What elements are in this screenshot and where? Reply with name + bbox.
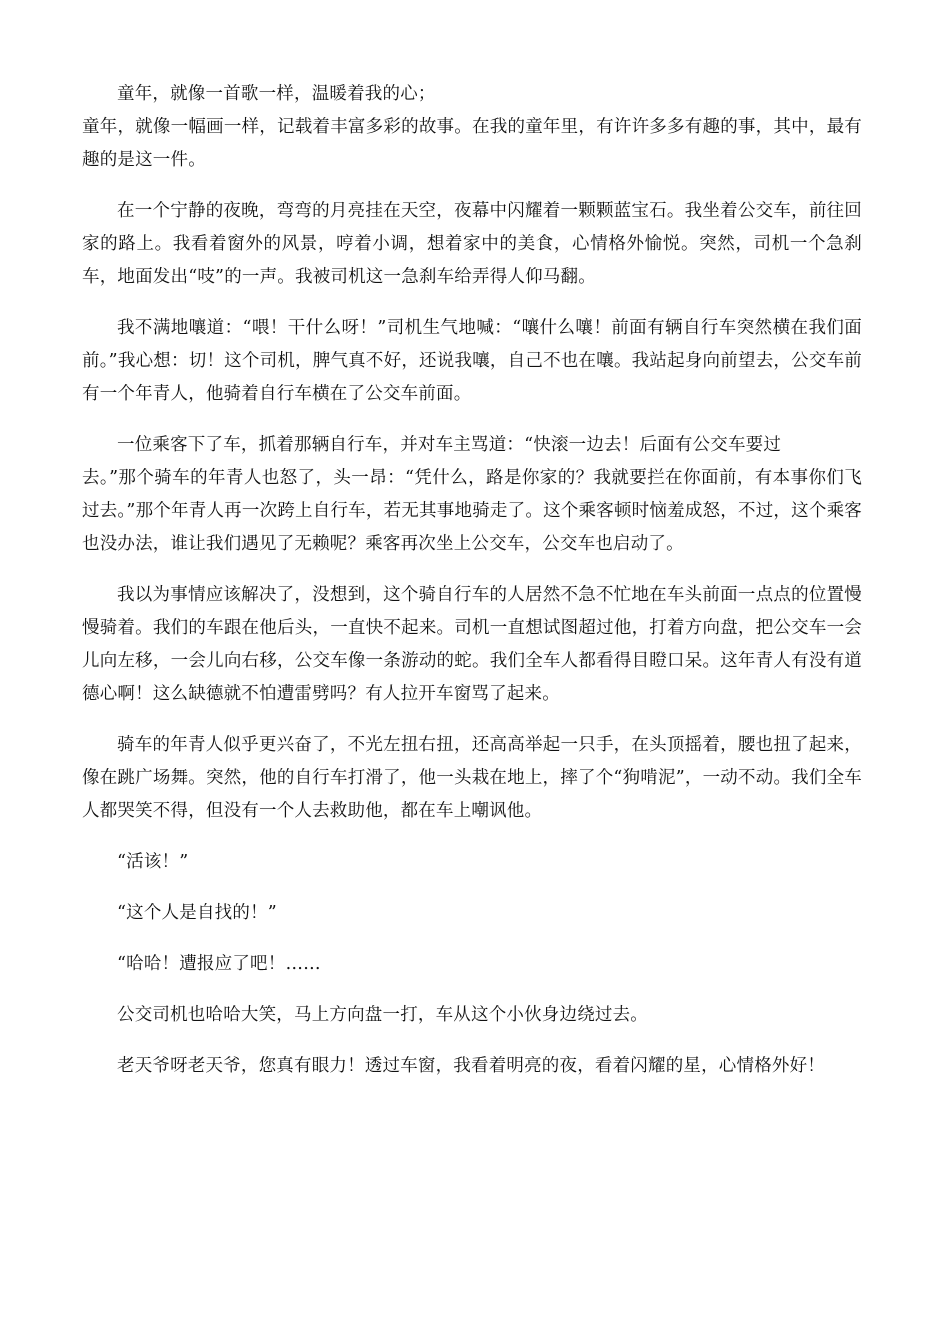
paragraph-13: 老天爷呀老天爷，您真有眼力！透过车窗，我看着明亮的夜，看着闪耀的星，心情格外好！ [117,1056,825,1076]
document-body [82,78,862,1083]
dialogue-line-3: “哈哈！遭报应了吧！…… [117,954,321,974]
paragraph-1: 童年，就像一首歌一样，温暖着我的心； [117,84,436,104]
paragraph-8: 骑车的年青人似乎更兴奋了，不光左扭右扭，还高高举起一只手，在头顶摇着，腰也扭了起来，像在跳广场舞。突然，他的自行车打滑了，他一头栽在地上，摔了个“狗啃泥”，一动不动。我们全车人都哭笑不得，但没有一个人去救助他，都在车上嘲讽他。 [82,735,862,821]
paragraph-4: 我不满地嚷道：“喂！干什么呀！”司机生气地喊：“嚷什么嚷！前面有辆自行车突然横在我们面前。”我心想：切！这个司机，脾气真不好，还说我嚷，自己不也在嚷。我站起身向前望去，公交车前有一个年青人，他骑着自行车横在了公交车前面。 [82,318,862,404]
paragraph-12: 公交司机也哈哈大笑，马上方向盘一打，车从这个小伙身边绕过去。 [117,1005,648,1025]
paragraph-6: 去。”那个骑车的年青人也怒了，头一昂：“凭什么，路是你家的？我就要拦在你面前，有本事你们飞过去。”那个年青人再一次跨上自行车，若无其事地骑走了。这个乘客顿时恼羞成怒，不过，这个乘客也没办法，谁让我们遇见了无赖呢？乘客再次坐上公交车，公交车也启动了。 [82,468,862,554]
paragraph-5: 一位乘客下了车，抓着那辆自行车，并对车主骂道：“快滚一边去！后面有公交车要过 [117,435,782,455]
paragraph-7: 我以为事情应该解决了，没想到，这个骑自行车的人居然不急不忙地在车头前面一点点的位置慢慢骑着。我们的车跟在他后头，一直快不起来。司机一直想试图超过他，打着方向盘，把公交车一会儿向左移，一会儿向右移，公交车像一条游动的蛇。我们全车人都看得目瞪口呆。这年青人有没有道德心啊！这么缺德就不怕遭雷劈吗？有人拉开车窗骂了起来。 [82,585,862,704]
paragraph-2: 童年，就像一幅画一样，记载着丰富多彩的故事。在我的童年里，有许许多多有趣的事，其中，最有趣的是这一件。 [82,117,862,170]
dialogue-line-1: “活该！” [117,852,189,872]
paragraph-3: 在一个宁静的夜晚，弯弯的月亮挂在天空，夜幕中闪耀着一颗颗蓝宝石。我坐着公交车，前往回家的路上。我看着窗外的风景，哼着小调，想着家中的美食，心情格外愉悦。突然，司机一个急刹车，地面发出“吱”的一声。我被司机这一急刹车给弄得人仰马翻。 [82,201,862,287]
dialogue-line-2: “这个人是自找的！” [117,903,277,923]
